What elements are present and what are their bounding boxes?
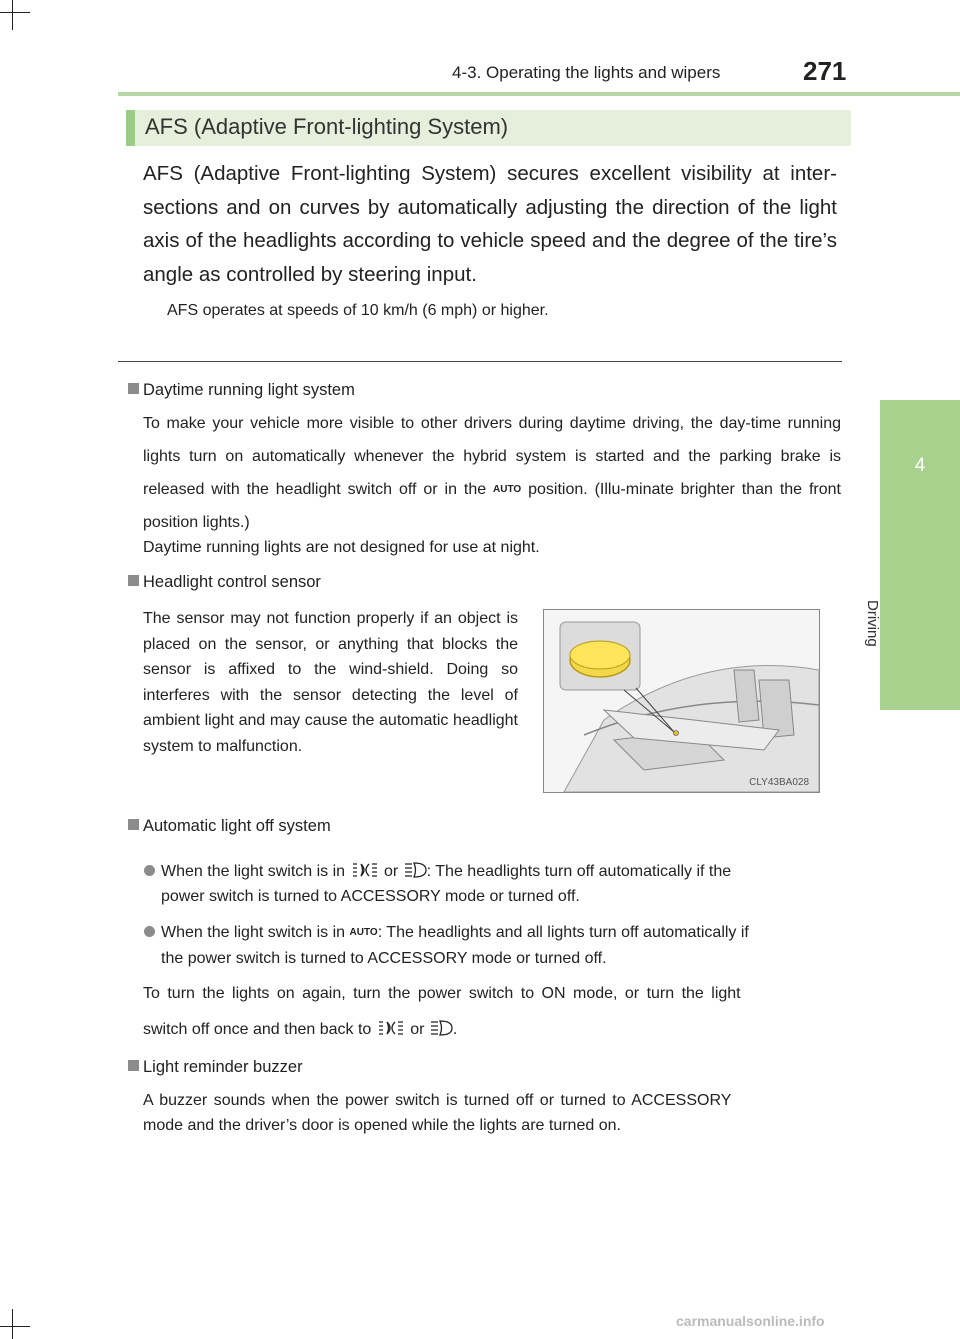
subheading-sensor-text: Headlight control sensor xyxy=(143,573,321,591)
bullet-2-line-2: the power switch is turned to ACCESSORY mode or turned off. xyxy=(161,950,607,967)
buzzer-line-1: A buzzer sounds when the power switch is turned off or turned to ACCESSORY xyxy=(143,1092,732,1109)
buzzer-line-2: mode and the driver’s door is opened while the lights are turned on. xyxy=(143,1117,621,1134)
subheading-auto-off-text: Automatic light off system xyxy=(143,817,331,835)
section-title-box xyxy=(126,110,851,146)
bullet-dot xyxy=(144,865,155,876)
image-code: CLY43BA028 xyxy=(749,777,809,788)
b1-text-a: When the light switch is in xyxy=(161,863,346,880)
crop-mark xyxy=(12,0,13,30)
b1-text-b: : The headlights turn off automatically if the xyxy=(426,863,732,880)
crop-mark xyxy=(0,1326,30,1327)
bullet-1-line-1 xyxy=(144,861,731,881)
b1-or: or xyxy=(383,863,399,880)
subheading-buzzer-text: Light reminder buzzer xyxy=(143,1058,303,1076)
afs-intro: AFS (Adaptive Front-lighting System) secures excellent visibility at inter-sections and on curves by automatically adjusting the direction of the light axis of the headlights according to vehicle speed and the degree of the tire’s angle as controlled by steering input. xyxy=(143,162,837,286)
crop-mark xyxy=(12,1309,13,1339)
watermark: carmanualsonline.info xyxy=(676,1313,825,1329)
p2-text-a: switch off once and then back to xyxy=(143,1021,372,1038)
subheading-drl xyxy=(128,381,355,400)
windshield-sensor-drawing xyxy=(544,610,819,792)
section-title: AFS (Adaptive Front-lighting System) xyxy=(145,114,509,139)
crop-mark xyxy=(0,12,30,13)
b2-text-b: : The headlights and all lights turn off automatically if xyxy=(377,924,749,941)
bullet-2-line-1 xyxy=(144,924,749,942)
afs-note: AFS operates at speeds of 10 km/h (6 mph) or higher. xyxy=(167,302,549,319)
b2-text-a: When the light switch is in xyxy=(161,924,346,941)
position-light-icon xyxy=(376,1019,406,1037)
p2-or: or xyxy=(410,1021,425,1038)
auto-off-para-line-2 xyxy=(143,1019,457,1039)
position-light-icon xyxy=(350,861,380,879)
headlight-icon xyxy=(429,1019,453,1037)
auto-icon: AUTO xyxy=(493,484,522,495)
bullet-dot xyxy=(144,926,155,937)
subheading-sensor xyxy=(128,573,321,592)
subheading-drl-text: Daytime running light system xyxy=(143,381,355,399)
drl-text-b: position. (Illu-minate brighter than the front position lights.) xyxy=(143,481,841,531)
headlight-icon xyxy=(403,861,427,879)
drl-text-a: To make your vehicle more visible to other drivers during daytime driving, the day-time running lights turn on automatically whenever the hybrid system is started and the parking brake is released with the headlight switch off or in the xyxy=(143,415,841,498)
p2-end: . xyxy=(452,1021,458,1038)
auto-off-para-line-1: To turn the lights on again, turn the power switch to ON mode, or turn the light xyxy=(143,985,741,1002)
subheading-auto-off xyxy=(128,817,331,836)
page-number: 271 xyxy=(803,56,847,86)
running-header: 4-3. Operating the lights and wipers xyxy=(452,63,721,82)
divider xyxy=(118,361,842,362)
drl-paragraph xyxy=(143,407,841,539)
chapter-number: 4 xyxy=(914,455,926,476)
auto-icon: AUTO xyxy=(349,927,378,938)
sensor-paragraph: The sensor may not function properly if an object is placed on the sensor, or anything that blocks the sensor is affixed to the wind-shield. Doing so interferes with the sensor detecting the level of ambient light and may cause the automatic headlight system to malfunction. xyxy=(143,610,518,755)
subheading-buzzer xyxy=(128,1058,303,1077)
chapter-tab xyxy=(880,400,960,710)
bullet-1-line-2: power switch is turned to ACCESSORY mode or turned off. xyxy=(161,888,580,905)
drl-note: Daytime running lights are not designed for use at night. xyxy=(143,539,540,556)
header-rule xyxy=(118,92,960,96)
sensor-illustration xyxy=(543,609,820,793)
chapter-label: Driving xyxy=(864,600,881,647)
